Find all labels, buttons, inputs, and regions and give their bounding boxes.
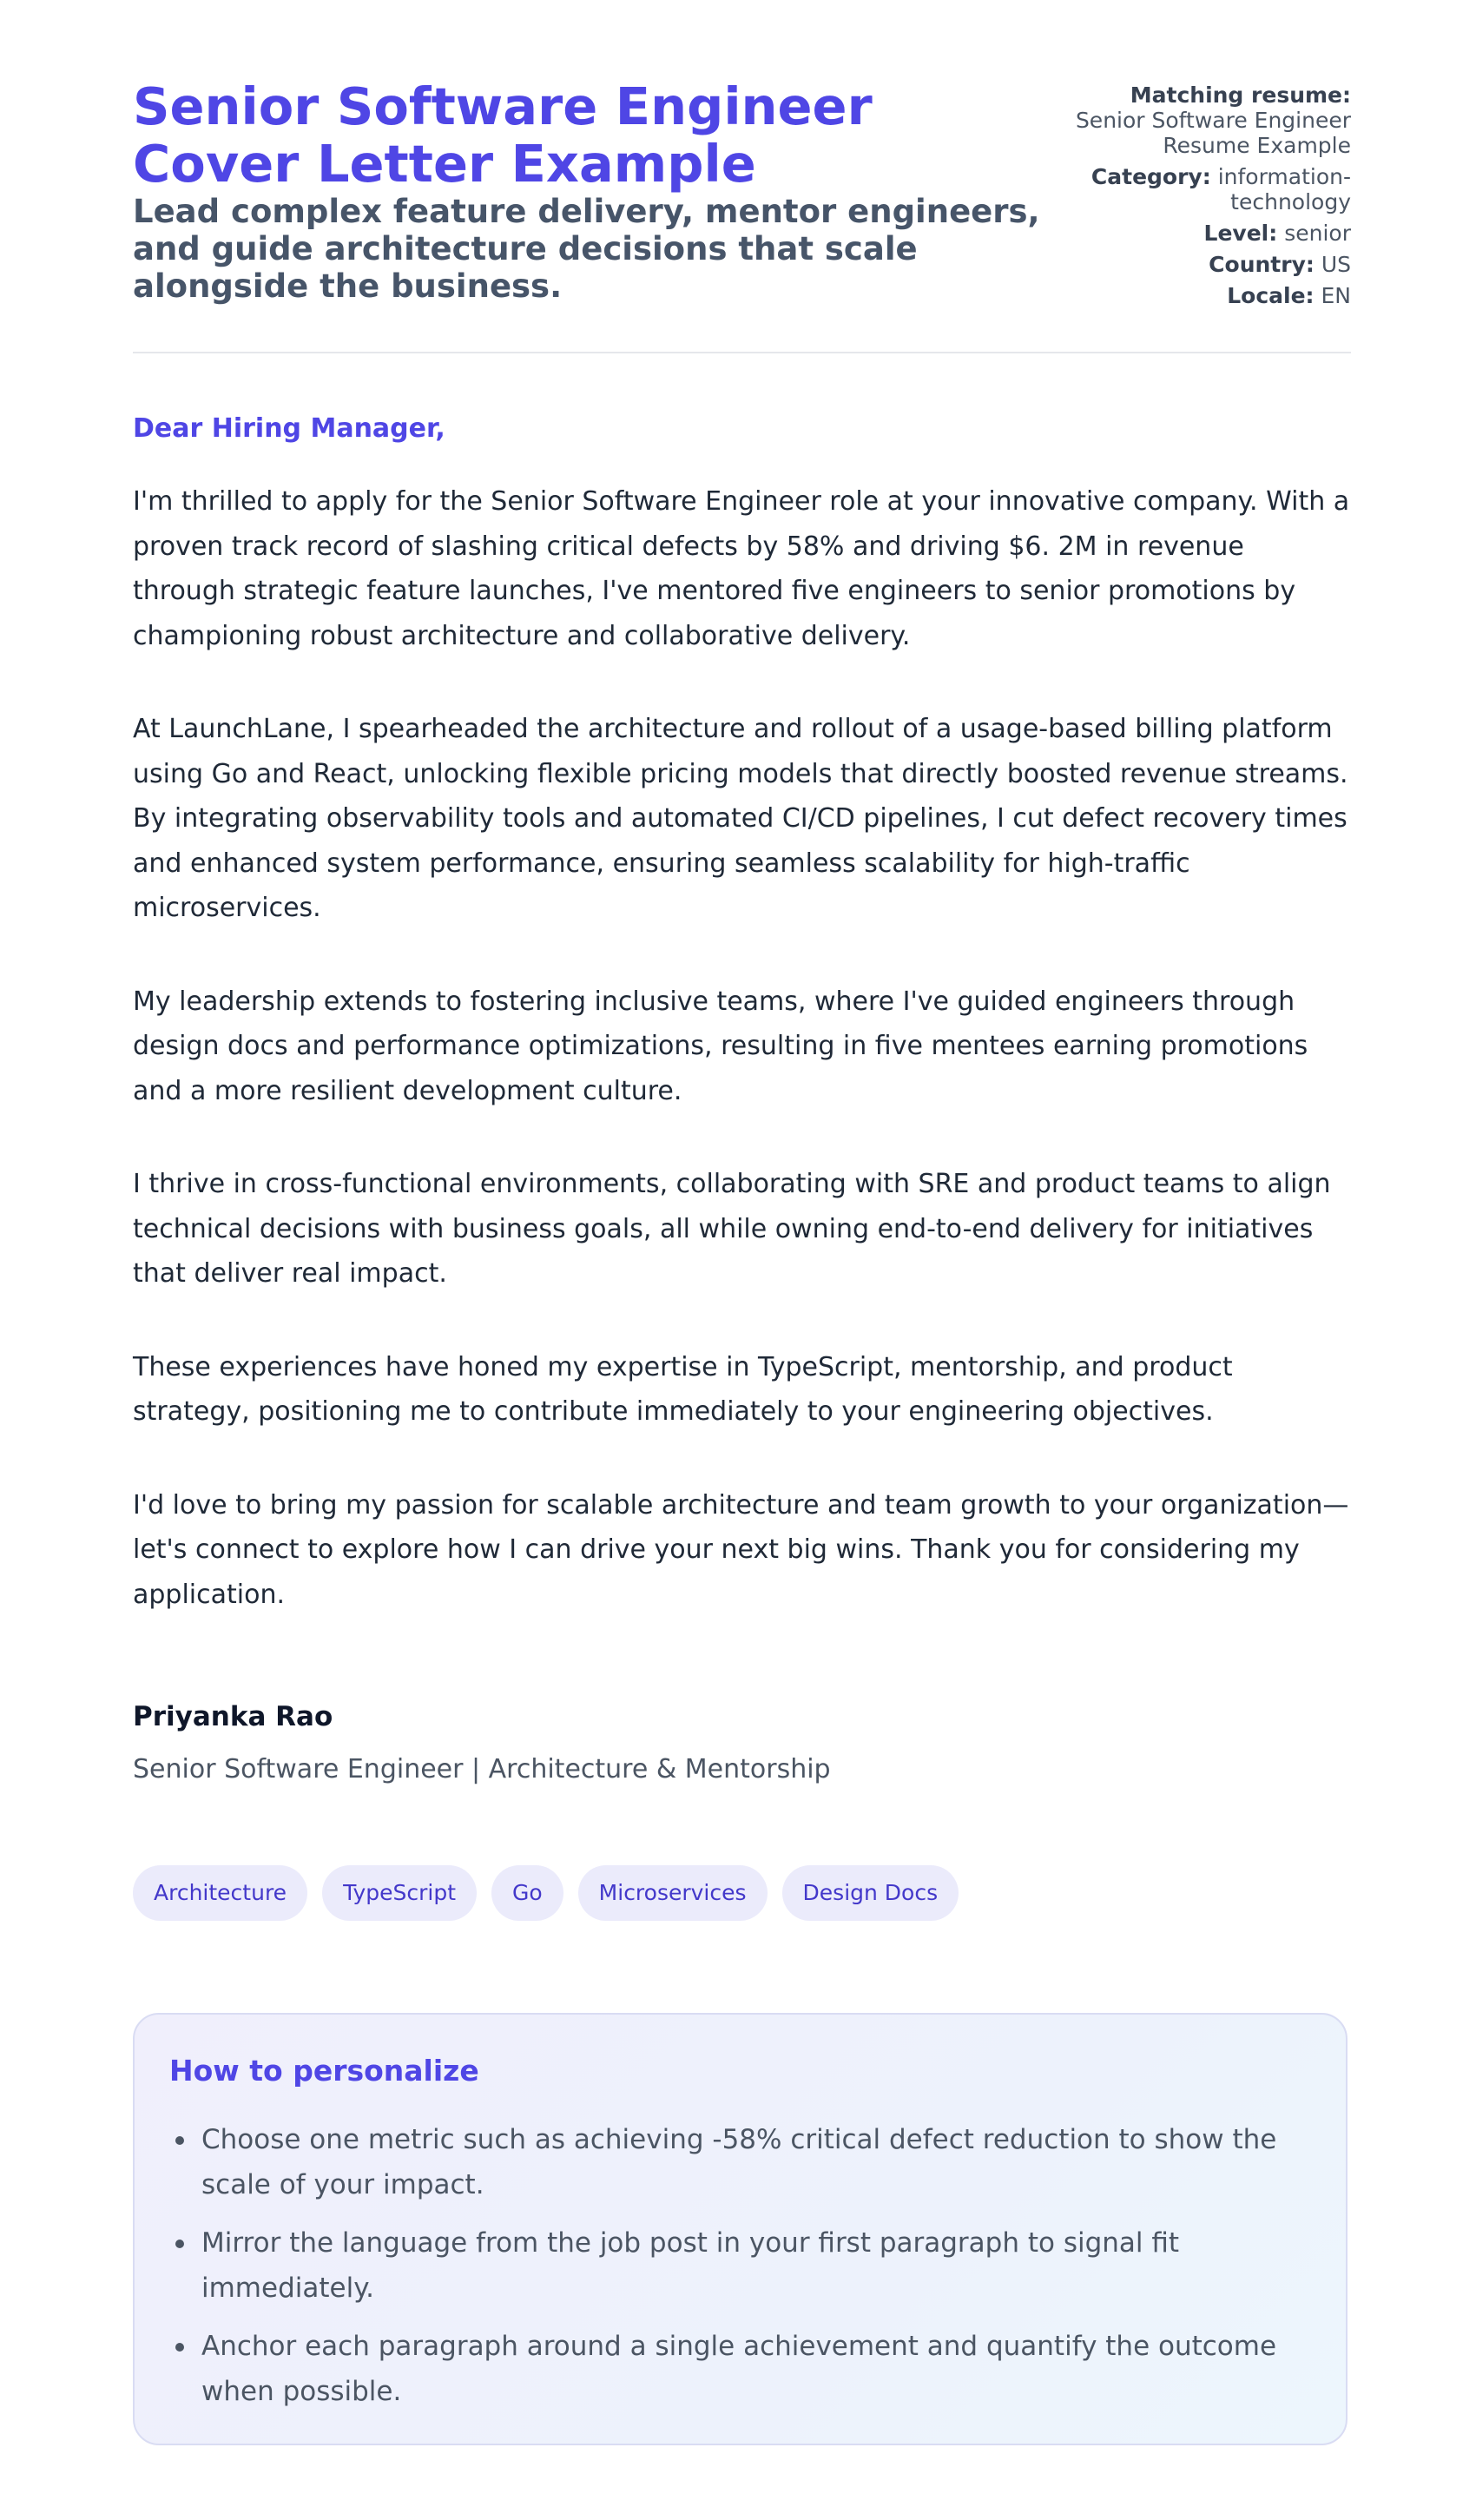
- letter-paragraph: These experiences have honed my expertise in TypeScript, mentorship, and product strategy, positioning me to contribute immediately to your engineering objectives.: [133, 1351, 1233, 1427]
- signature-role: Senior Software Engineer | Architecture & Mentorship: [133, 1754, 831, 1784]
- letter-body: [133, 412, 1351, 1617]
- title-block: [133, 78, 1053, 305]
- tip-item: Mirror the language from the job post in your first paragraph to signal fit immediately.: [201, 2220, 1304, 2311]
- meta-locale: [1064, 283, 1351, 308]
- page-title: Senior Software Engineer Cover Letter Example: [133, 76, 873, 194]
- tag-design-docs: Design Docs: [782, 1865, 959, 1921]
- meta-category-label: Category:: [1091, 164, 1211, 189]
- personalize-title: How to personalize: [169, 2054, 479, 2088]
- meta-matching-resume-label: Matching resume:: [1130, 82, 1351, 108]
- meta-level: [1064, 221, 1351, 246]
- skill-tags: [133, 1865, 959, 1921]
- tag-go: Go: [491, 1865, 563, 1921]
- tip-item: Choose one metric such as achieving -58% critical defect reduction to show the scale of your impact.: [201, 2117, 1304, 2207]
- salutation: Dear Hiring Manager,: [133, 413, 445, 444]
- page-subtitle: Lead complex feature delivery, mentor engineers, and guide architecture decisions that scale alongside the business.: [133, 193, 1040, 305]
- signature-name: Priyanka Rao: [133, 1701, 333, 1732]
- personalize-card: [133, 2013, 1348, 2445]
- letter-paragraph: My leadership extends to fostering inclusive teams, where I've guided engineers through design docs and performance optimizations, resulting in five mentees earning promotions and a more resilient development culture.: [133, 986, 1308, 1106]
- letter-paragraph: I'd love to bring my passion for scalable architecture and team growth to your organization—let's connect to explore how I can drive your next big wins. Thank you for considering my application.: [133, 1489, 1349, 1610]
- meta-locale-value: EN: [1321, 283, 1351, 308]
- meta-panel: [1064, 82, 1351, 314]
- meta-category-value: information-technology: [1217, 164, 1351, 214]
- meta-matching-resume: [1064, 82, 1351, 158]
- content: [133, 0, 1351, 2407]
- meta-matching-resume-value[interactable]: Senior Software Engineer Resume Example: [1075, 108, 1351, 158]
- letter-paragraph: I'm thrilled to apply for the Senior Software Engineer role at your innovative company. With a proven track record of slashing critical defects by 58% and driving $6. 2M in revenue through strategic feature launches, I've mentored five engineers to senior promotions by championing robust architecture and collaborative delivery.: [133, 486, 1350, 651]
- tip-item: Anchor each paragraph around a single achievement and quantify the outcome when possible.: [201, 2324, 1304, 2414]
- meta-country: [1064, 252, 1351, 277]
- meta-level-value: senior: [1284, 221, 1351, 246]
- meta-level-label: Level:: [1203, 221, 1278, 246]
- personalize-tips: [201, 2117, 1304, 2427]
- letter-paragraph: At LaunchLane, I spearheaded the architecture and rollout of a usage-based billing platform using Go and React, unlocking flexible pricing models that directly boosted revenue streams. By integrating observability tools and automated CI/CD pipelines, I cut defect recovery times and enhanced system performance, ensuring seamless scalability for high-traffic microservices.: [133, 714, 1348, 923]
- meta-category: [1064, 164, 1351, 214]
- meta-country-value: US: [1321, 252, 1351, 277]
- tag-typescript: TypeScript: [322, 1865, 477, 1921]
- tag-microservices: Microservices: [578, 1865, 768, 1921]
- meta-country-label: Country:: [1209, 252, 1315, 277]
- meta-locale-label: Locale:: [1227, 283, 1315, 308]
- letter-paragraph: I thrive in cross-functional environments, collaborating with SRE and product teams to align technical decisions with business goals, all while owning end-to-end delivery for initiatives that deliver real impact.: [133, 1169, 1331, 1289]
- page-header: [133, 0, 1351, 353]
- tag-architecture: Architecture: [133, 1865, 307, 1921]
